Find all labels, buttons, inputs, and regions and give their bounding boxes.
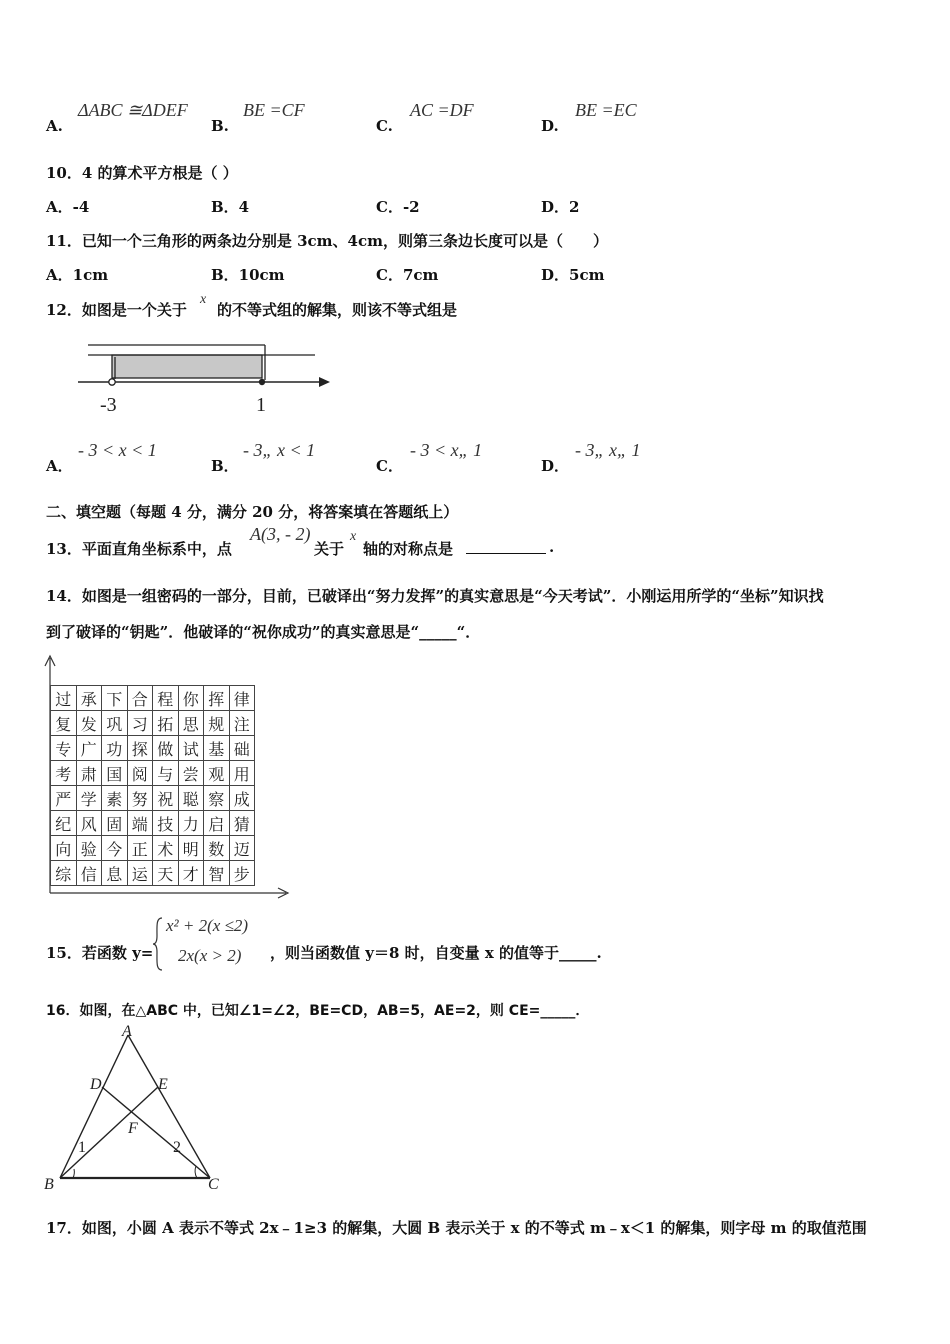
q10-option-b: B．4: [211, 198, 250, 216]
side-ab: [60, 1035, 128, 1178]
cipher-grid-cell: 专: [51, 736, 77, 761]
label-d: D: [90, 1076, 102, 1093]
cipher-grid-cell: 技: [153, 811, 179, 836]
q12-stem-part2: 的不等式组的解集，则该不等式组是: [217, 301, 458, 319]
cipher-grid-cell: 努: [127, 786, 153, 811]
cipher-grid-cell: 考: [51, 761, 77, 786]
cipher-grid-cell: 运: [127, 861, 153, 886]
cipher-grid-cell: 迈: [229, 836, 255, 861]
cipher-grid-cell: 固: [102, 811, 128, 836]
cipher-grid-row: [51, 686, 255, 711]
label-a: A: [122, 1025, 132, 1040]
q14-stem-line1: 14．如图是一组密码的一部分，目前，已破译出“努力发挥”的真实意思是“今天考试”．小刚运用所学的“坐标”知识找: [46, 587, 824, 605]
q12-option-a-letter: A．: [46, 457, 73, 475]
cipher-grid-cell: 息: [102, 861, 128, 886]
angle-2-arc: [195, 1166, 197, 1178]
cipher-grid-cell: 合: [127, 686, 153, 711]
cipher-grid-cell: 拓: [153, 711, 179, 736]
cipher-grid-row: [51, 811, 255, 836]
cipher-grid-cell: 素: [102, 786, 128, 811]
cipher-grid-cell: 启: [204, 811, 230, 836]
section-heading-fill-in: 二、填空题（每题 4 分，满分 20 分，将答案填在答题纸上）: [46, 503, 459, 521]
cipher-grid-cell: 风: [76, 811, 102, 836]
cipher-grid-cell: 尝: [178, 761, 204, 786]
label-angle-2: 2: [173, 1139, 181, 1156]
segment-be: [60, 1087, 158, 1178]
cipher-grid-cell: 下: [102, 686, 128, 711]
cipher-grid-cell: 广: [76, 736, 102, 761]
open-endpoint-minus3: [109, 379, 115, 385]
cipher-grid-cell: 明: [178, 836, 204, 861]
cipher-grid-cell: 成: [229, 786, 255, 811]
q13-stem-part3: 轴的对称点是: [363, 540, 454, 558]
q13-stem-part1: 13．平面直角坐标系中，点: [46, 540, 232, 558]
label-minus3: -3: [100, 394, 117, 416]
cipher-grid-cell: 习: [127, 711, 153, 736]
q13-answer-blank[interactable]: [466, 553, 546, 554]
segment-cd: [102, 1087, 210, 1178]
q11-option-d: D．5cm: [541, 266, 605, 284]
option-c-expression: AC =DF: [410, 100, 474, 120]
label-e: E: [158, 1076, 168, 1093]
cipher-grid-cell: 承: [76, 686, 102, 711]
brace-path: [153, 918, 162, 970]
number-line-arrow: [319, 377, 330, 387]
q11-option-b: B．10cm: [211, 266, 285, 284]
q10-option-d: D．2: [541, 198, 580, 216]
q10-stem: 10．4 的算术平方根是（ ）: [46, 164, 238, 182]
cipher-grid-cell: 阅: [127, 761, 153, 786]
cipher-grid-cell: 用: [229, 761, 255, 786]
cipher-grid-cell: 规: [204, 711, 230, 736]
cipher-grid-cell: 聪: [178, 786, 204, 811]
label-f: F: [128, 1120, 138, 1137]
number-line-figure: [40, 335, 340, 420]
cipher-grid-cell: 复: [51, 711, 77, 736]
label-c: C: [208, 1176, 219, 1193]
cipher-grid-cell: 挥: [204, 686, 230, 711]
cipher-grid-cell: 察: [204, 786, 230, 811]
q12-option-b-expression: - 3„ x < 1: [243, 440, 316, 460]
option-a-letter: A.: [46, 117, 63, 135]
label-1: 1: [256, 394, 266, 416]
label-angle-1: 1: [78, 1139, 86, 1156]
q14-stem-line2: 到了破译的“钥匙”．他破译的“祝你成功”的真实意思是“_____“．: [46, 623, 481, 641]
option-b-letter: B.: [211, 117, 229, 135]
q11-option-c: C．7cm: [376, 266, 439, 284]
cipher-grid-cell: 严: [51, 786, 77, 811]
q12-option-d-expression: - 3„ x„ 1: [575, 440, 641, 460]
cipher-grid-row: [51, 761, 255, 786]
cipher-grid-cell: 智: [204, 861, 230, 886]
cipher-grid-row: [51, 736, 255, 761]
q17-stem: 17．如图，小圆 A 表示不等式 2x﹣1≥3 的解集，大圆 B 表示关于 x 的不等式 m﹣x＜1 的解集，则字母 m 的取值范围: [46, 1219, 867, 1237]
q16-stem: 16．如图，在△ABC 中，已知∠1=∠2，BE=CD，AB=5，AE=2，则 CE=_____．: [46, 1003, 590, 1019]
cipher-grid-cell: 正: [127, 836, 153, 861]
option-b-expression: BE =CF: [243, 100, 305, 120]
triangle-figure: [40, 1025, 230, 1195]
q12-stem-part1: 12．如图是一个关于: [46, 301, 187, 319]
cipher-grid-cell: 思: [178, 711, 204, 736]
q12-option-d-letter: D．: [541, 457, 570, 475]
q10-option-a: A．-4: [46, 198, 90, 216]
q13-variable: x: [350, 529, 357, 544]
q12-variable: x: [200, 292, 207, 307]
cipher-grid-cell: 律: [229, 686, 255, 711]
cipher-grid-cell: 与: [153, 761, 179, 786]
cipher-grid-cell: 探: [127, 736, 153, 761]
side-ac: [128, 1035, 210, 1178]
cipher-grid-cell: 学: [76, 786, 102, 811]
cipher-grid-cell: 你: [178, 686, 204, 711]
q12-option-a-expression: - 3 < x < 1: [78, 440, 157, 460]
option-c-letter: C.: [376, 117, 393, 135]
cipher-grid-row: [51, 861, 255, 886]
cipher-grid-cell: 试: [178, 736, 204, 761]
cipher-grid-cell: 术: [153, 836, 179, 861]
option-d-expression: BE =EC: [575, 100, 637, 120]
cipher-grid-cell: 做: [153, 736, 179, 761]
q11-option-a: A．1cm: [46, 266, 109, 284]
cipher-grid-cell: 综: [51, 861, 77, 886]
label-b: B: [44, 1176, 54, 1193]
cipher-grid-cell: 础: [229, 736, 255, 761]
cipher-grid-cell: 观: [204, 761, 230, 786]
q13-period: .: [549, 538, 555, 556]
cipher-grid-cell: 端: [127, 811, 153, 836]
cipher-grid-cell: 向: [51, 836, 77, 861]
cipher-grid-row: [51, 836, 255, 861]
cipher-grid-cell: 肃: [76, 761, 102, 786]
cipher-grid-cell: 信: [76, 861, 102, 886]
piecewise-case2: 2x(x > 2): [178, 946, 242, 965]
cipher-grid-row: [51, 711, 255, 736]
cipher-grid-cell: 力: [178, 811, 204, 836]
solution-interval-shading: [112, 355, 262, 378]
q11-stem: 11．已知一个三角形的两条边分别是 3cm、4cm，则第三条边长度可以是（ ）: [46, 232, 608, 250]
option-d-letter: D.: [541, 117, 559, 135]
cipher-grid-cell: 验: [76, 836, 102, 861]
piecewise-case1: x² + 2(x ≤2): [166, 916, 249, 935]
cipher-grid-cell: 数: [204, 836, 230, 861]
cipher-grid-cell: 程: [153, 686, 179, 711]
cipher-grid-cell: 天: [153, 861, 179, 886]
cipher-grid-cell: 巩: [102, 711, 128, 736]
cipher-grid-cell: 过: [51, 686, 77, 711]
cipher-grid-cell: 注: [229, 711, 255, 736]
cipher-grid: [50, 685, 255, 886]
cipher-grid-cell: 基: [204, 736, 230, 761]
cipher-grid-cell: 祝: [153, 786, 179, 811]
cipher-grid-cell: 纪: [51, 811, 77, 836]
angle-1-arc: [73, 1169, 74, 1178]
q13-stem-part2: 关于: [314, 540, 345, 558]
q12-option-c-expression: - 3 < x„ 1: [410, 440, 483, 460]
q15-stem-part1: 15．若函数 y=: [46, 944, 154, 962]
cipher-grid-cell: 国: [102, 761, 128, 786]
q13-point: A(3, - 2): [250, 524, 311, 544]
cipher-grid-cell: 步: [229, 861, 255, 886]
closed-endpoint-1: [259, 379, 265, 385]
cipher-grid-cell: 才: [178, 861, 204, 886]
option-a-expression: ΔABC ≅ΔDEF: [78, 100, 188, 120]
cipher-grid-row: [51, 786, 255, 811]
q15-stem-part2: ，则当函数值 y＝8 时，自变量 x 的值等于_____.: [270, 944, 602, 962]
cipher-grid-cell: 今: [102, 836, 128, 861]
cipher-grid-cell: 功: [102, 736, 128, 761]
q10-option-c: C．-2: [376, 198, 420, 216]
q12-option-c-letter: C．: [376, 457, 403, 475]
q12-option-b-letter: B．: [211, 457, 239, 475]
cipher-grid-cell: 发: [76, 711, 102, 736]
cipher-grid-cell: 猜: [229, 811, 255, 836]
piecewise-brace: [152, 916, 164, 972]
